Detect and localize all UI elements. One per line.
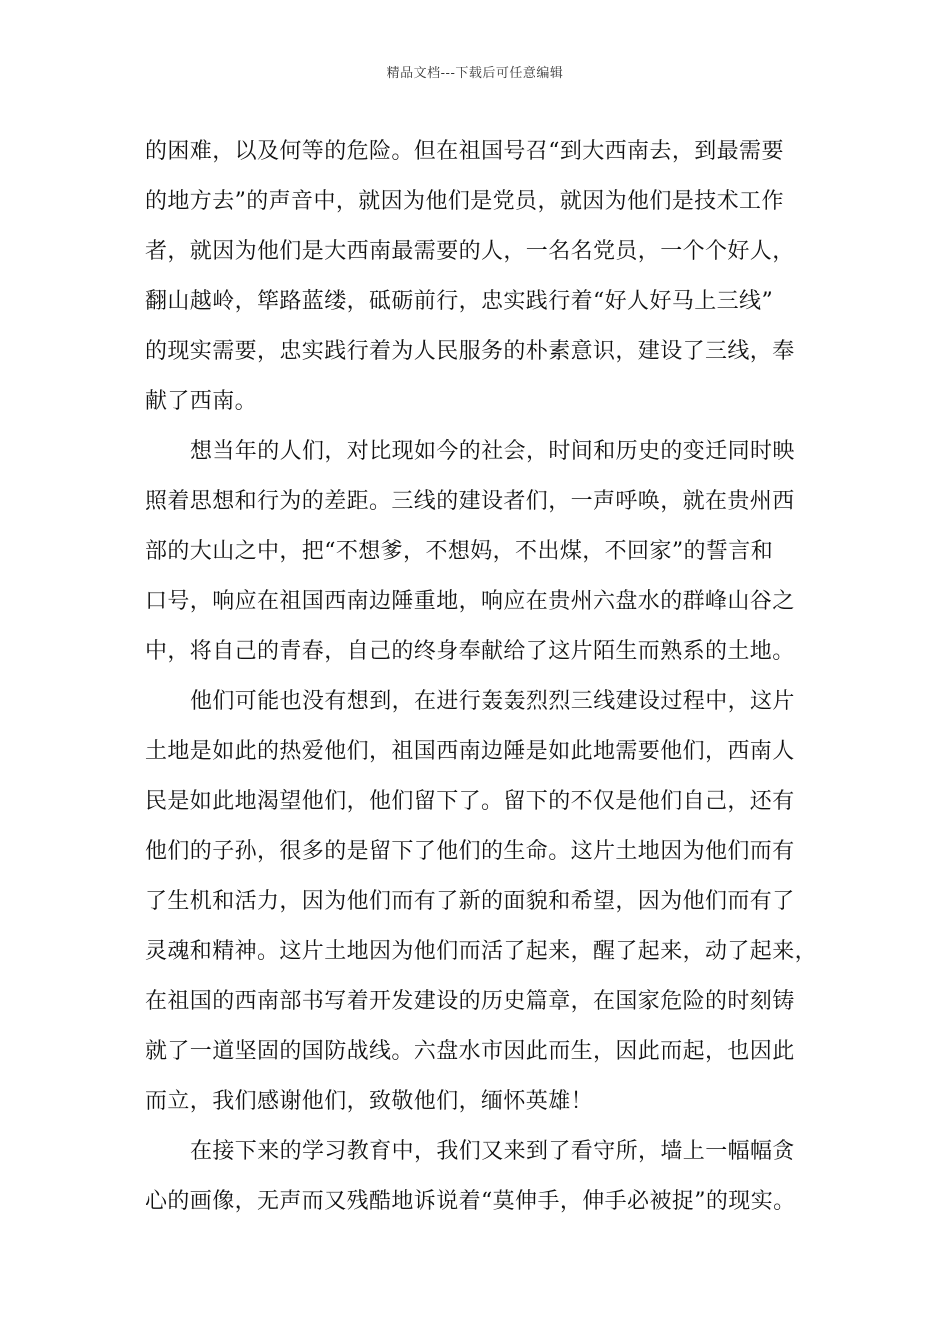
- text-line: 就了一道坚固的国防战线。六盘水市因此而生，因此而起，也因此: [145, 1039, 795, 1064]
- text-line: 了生机和活力，因为他们而有了新的面貌和希望，因为他们而有了: [145, 889, 795, 914]
- text-line: 民是如此地渴望他们，他们留下了。留下的不仅是他们自己，还有: [145, 789, 795, 814]
- page-header: 精品文档---下载后可任意编辑: [386, 66, 564, 81]
- text-line: 中，将自己的青春，自己的终身奉献给了这片陌生而熟系的土地。: [145, 639, 795, 664]
- paragraph-first-line: 在接下来的学习教育中，我们又来到了看守所，墙上一幅幅贪: [190, 1139, 795, 1164]
- text-line: 他们的子孙，很多的是留下了他们的生命。这片土地因为他们而有: [145, 839, 795, 864]
- paragraph-first-line: 想当年的人们，对比现如今的社会，时间和历史的变迁同时映: [190, 439, 795, 464]
- text-line: 翻山越岭，筚路蓝缕，砥砺前行，忠实践行着“好人好马上三线”: [145, 289, 774, 314]
- text-line: 的现实需要，忠实践行着为人民服务的朴素意识，建设了三线，奉: [145, 339, 795, 364]
- text-line: 部的大山之中，把“不想爹，不想妈，不出煤，不回家”的誓言和: [145, 539, 774, 564]
- text-line: 献了西南。: [145, 389, 258, 414]
- text-line: 者，就因为他们是大西南最需要的人，一名名党员，一个个好人，: [145, 239, 795, 264]
- document-body: [145, 127, 825, 1227]
- text-line: 的困难，以及何等的危险。但在祖国号召“到大西南去，到最需要: [145, 139, 784, 164]
- text-line: 的地方去”的声音中，就因为他们是党员，就因为他们是技术工作: [145, 189, 784, 214]
- text-line: 在祖国的西南部书写着开发建设的历史篇章，在国家危险的时刻铸: [145, 989, 795, 1014]
- text-line: 而立，我们感谢他们，致敬他们，缅怀英雄！: [145, 1089, 594, 1114]
- text-line: 口号，响应在祖国西南边陲重地，响应在贵州六盘水的群峰山谷之: [145, 589, 795, 614]
- text-line: 照着思想和行为的差距。三线的建设者们，一声呼唤，就在贵州西: [145, 489, 795, 514]
- text-line: 心的画像，无声而又残酷地诉说着“莫伸手，伸手必被捉”的现实。: [145, 1189, 796, 1214]
- text-line: 灵魂和精神。这片土地因为他们而活了起来，醒了起来，动了起来，: [145, 939, 818, 964]
- text-line: 土地是如此的热爱他们，祖国西南边陲是如此地需要他们，西南人: [145, 739, 795, 764]
- paragraph-first-line: 他们可能也没有想到，在进行轰轰烈烈三线建设过程中，这片: [190, 689, 795, 714]
